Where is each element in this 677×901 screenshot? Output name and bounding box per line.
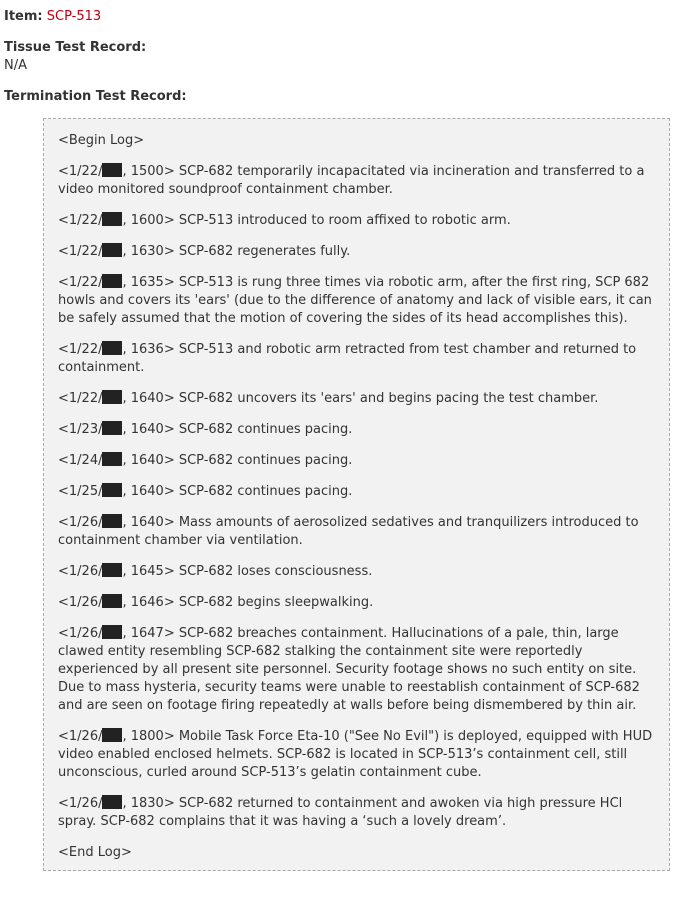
log-entry <box>58 563 655 581</box>
item-link[interactable]: SCP-513 <box>46 9 102 24</box>
tissue-test-value: N/A <box>4 58 27 73</box>
redaction-block <box>102 625 122 639</box>
redaction-block <box>102 243 122 257</box>
log-entry <box>58 483 655 501</box>
log-entry <box>58 452 655 470</box>
redaction-block <box>102 563 122 577</box>
termination-test-label: Termination Test Record: <box>4 89 187 104</box>
log-entry-text: , 1640> SCP-682 continues pacing. <box>122 453 353 468</box>
termination-log-box <box>43 118 670 871</box>
log-entry-text: , 1640> SCP-682 continues pacing. <box>122 422 353 437</box>
redaction-block <box>102 452 122 466</box>
log-entry-text: , 1830> SCP-682 returned to containment and awoken via high pressure HCl spray. SCP-682 complains that it was having a ‘such a lovely dream’. <box>58 796 623 829</box>
log-entry-date: <1/26/ <box>58 564 103 579</box>
redaction-block <box>102 390 122 404</box>
log-entry <box>58 243 655 261</box>
log-entry-date: <1/26/ <box>58 515 103 530</box>
redaction-block <box>102 795 122 809</box>
log-entry-text: , 1646> SCP-682 begins sleepwalking. <box>122 595 374 610</box>
log-entry-text: , 1630> SCP-682 regenerates fully. <box>122 244 351 259</box>
log-entry <box>58 421 655 439</box>
item-label: Item: <box>4 9 43 24</box>
log-begin: <Begin Log> <box>58 133 145 148</box>
log-entry-text: , 1645> SCP-682 loses consciousness. <box>122 564 373 579</box>
redaction-block <box>102 514 122 528</box>
redaction-block <box>102 728 122 742</box>
log-entry-text: , 1640> SCP-682 continues pacing. <box>122 484 353 499</box>
redaction-block <box>102 594 122 608</box>
log-entry-text: , 1636> SCP-513 and robotic arm retracted from test chamber and returned to containment. <box>58 342 637 375</box>
log-entry-text: , 1640> Mass amounts of aerosolized sedatives and tranquilizers introduced to containment chamber via ventilation. <box>58 515 639 548</box>
log-entry <box>58 795 655 831</box>
log-entry-text: , 1600> SCP-513 introduced to room affixed to robotic arm. <box>122 213 511 228</box>
log-entry-date: <1/26/ <box>58 626 103 641</box>
log-entry <box>58 728 655 782</box>
redaction-block <box>102 212 122 226</box>
log-entry-date: <1/22/ <box>58 164 103 179</box>
log-entry-date: <1/26/ <box>58 796 103 811</box>
log-entry-date: <1/22/ <box>58 213 103 228</box>
log-entry-text: , 1647> SCP-682 breaches containment. Hallucinations of a pale, thin, large clawed entity resembling SCP-682 stalking the containment site were reportedly experienced by all present site personnel. Security footage shows no such entity on site. Due to mass hysteria, security teams were unable to reestablish containment of SCP-682 and are seen on footage firing repeatedly at walls before being dismembered by thin air. <box>58 626 640 713</box>
redaction-block <box>102 341 122 355</box>
log-entry-text: , 1635> SCP-513 is rung three times via robotic arm, after the first ring, SCP 682 howls and covers its 'ears' (due to the difference of anatomy and lack of visible ears, it can be safely assumed that the motion of covering the sides of its head accomplishes this). <box>58 275 652 326</box>
redaction-block <box>102 163 122 177</box>
log-end: <End Log> <box>58 845 132 860</box>
log-entry <box>58 341 655 377</box>
log-entry-text: , 1500> SCP-682 temporarily incapacitated via incineration and transferred to a video monitored soundproof containment chamber. <box>58 164 645 197</box>
log-entry-date: <1/24/ <box>58 453 103 468</box>
redaction-block <box>102 483 122 497</box>
log-entry <box>58 212 655 230</box>
log-entry <box>58 390 655 408</box>
log-entry <box>58 163 655 199</box>
tissue-test-label: Tissue Test Record: <box>4 40 147 55</box>
item-field <box>4 8 101 25</box>
log-entry <box>58 594 655 612</box>
log-entry <box>58 625 655 715</box>
log-entry-date: <1/22/ <box>58 244 103 259</box>
log-entry-date: <1/22/ <box>58 275 103 290</box>
log-entry-date: <1/22/ <box>58 391 103 406</box>
log-entry-date: <1/26/ <box>58 729 103 744</box>
log-entry-date: <1/26/ <box>58 595 103 610</box>
log-entry <box>58 274 655 328</box>
redaction-block <box>102 274 122 288</box>
log-entry <box>58 514 655 550</box>
log-entries <box>58 163 655 831</box>
log-entry-date: <1/23/ <box>58 422 103 437</box>
log-entry-date: <1/22/ <box>58 342 103 357</box>
redaction-block <box>102 421 122 435</box>
log-entry-text: , 1800> Mobile Task Force Eta-10 ("See No Evil") is deployed, equipped with HUD video enabled enclosed helmets. SCP-682 is located in SCP-513’s containment cell, still unconscious, curled around SCP-513’s gelatin containment cube. <box>58 729 653 780</box>
log-entry-date: <1/25/ <box>58 484 103 499</box>
log-entry-text: , 1640> SCP-682 uncovers its 'ears' and begins pacing the test chamber. <box>122 391 599 406</box>
